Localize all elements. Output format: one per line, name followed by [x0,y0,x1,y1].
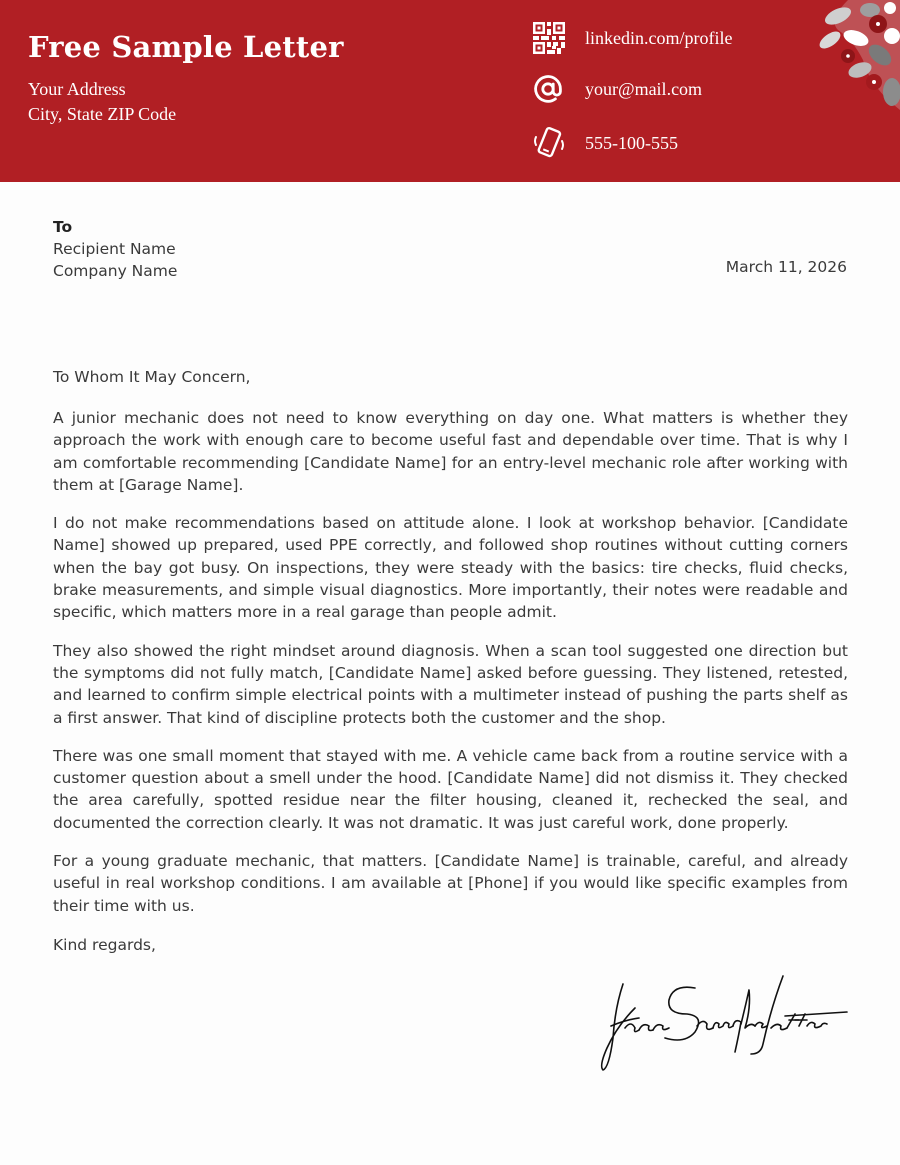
contact-email[interactable] [532,69,792,109]
letter-title: Free Sample Letter [28,30,344,64]
sender-address-line2: City, State ZIP Code [28,104,177,124]
recipient-company: Company Name [53,262,178,280]
salutation: To Whom It May Concern, [53,368,251,386]
qr-code-icon [532,20,570,56]
body-paragraph: I do not make recommendations based on attitude alone. I look at workshop behavior. [Candidate Name] showed up prepared, used PPE correctly, and followed shop routines without cutting corners when the bay got busy. On inspections, they were steady with the basics: tire checks, fluid checks, brake measurements, and simple visual diagnostics. More importantly, their notes were readable and specific, which matters more in a real garage than people admit. [53,514,848,622]
contact-linkedin[interactable] [532,18,792,58]
phone-icon [532,125,570,161]
contact-phone[interactable] [532,123,792,163]
handwritten-signature [595,968,855,1078]
floral-decoration [808,0,900,110]
sender-address-line1: Your Address [28,79,126,99]
body-paragraph: There was one small moment that stayed with me. A vehicle came back from a routine service with a customer question about a smell under the hood. [Candidate Name] did not dismiss it. They checked the area carefully, spotted residue near the filter housing, cleaned it, rechecked the seal, and documented the correction clearly. It was not dramatic. It was just careful work, done properly. [53,746,848,832]
letter-body [53,407,848,933]
email-text: your@mail.com [585,78,703,99]
recipient-name: Recipient Name [53,240,176,258]
body-paragraph: For a young graduate mechanic, that matters. [Candidate Name] is trainable, careful, and already useful in real workshop conditions. I am available at [Phone] if you would like specific examples from their time with us. [53,852,848,915]
linkedin-text: linkedin.com/profile [585,27,733,48]
body-paragraph: They also showed the right mindset around diagnosis. When a scan tool suggested one direction but the symptoms did not fully match, [Candidate Name] asked before guessing. They listened, retested, and learned to confirm simple electrical points with a multimeter instead of pushing the parts shelf as a first answer. That kind of discipline protects both the customer and the shop. [53,641,848,727]
at-sign-icon [532,71,570,107]
letter-date: March 11, 2026 [725,258,847,276]
letter-header [0,0,900,182]
closing: Kind regards, [53,936,156,954]
phone-text: 555-100-555 [585,132,678,153]
to-label: To [53,218,73,236]
body-paragraph: A junior mechanic does not need to know everything on day one. What matters is whether they approach the work with enough care to become useful fast and dependable over time. That is why I am comfortable recommending [Candidate Name] for an entry-level mechanic role after working with them at [Garage Name]. [53,409,848,494]
